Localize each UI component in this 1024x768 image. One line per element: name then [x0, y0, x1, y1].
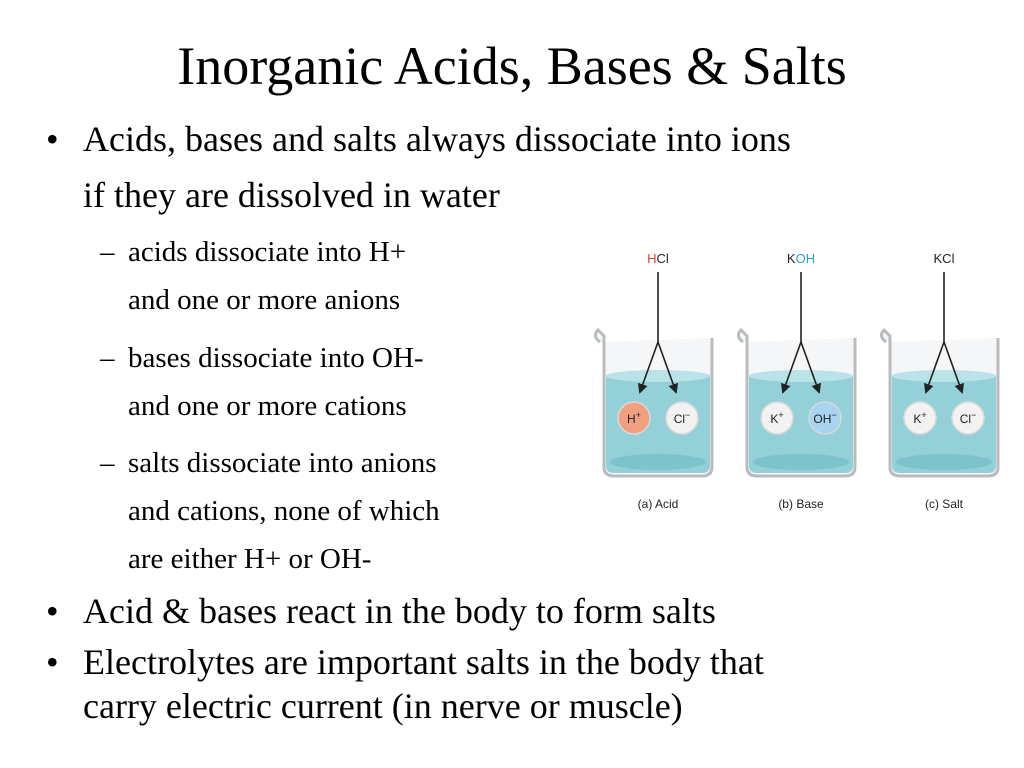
ion-left-label: K+	[913, 410, 927, 426]
sub-bullet-salts-line-1: salts dissociate into anions	[128, 447, 437, 479]
bullet-react-text: Acid & bases react in the body to form salts	[83, 591, 716, 631]
sub-bullet-acids	[100, 228, 406, 324]
slide-title: Inorganic Acids, Bases & Salts	[177, 36, 847, 96]
bullet-ions-line-2: if they are dissolved in water	[83, 175, 500, 215]
dissociation-figure	[588, 242, 1008, 522]
sub-bullet-marker: –	[100, 447, 115, 479]
beaker-group	[738, 251, 855, 511]
ion-right-label: Cl−	[673, 410, 691, 426]
bullet-electrolytes-line-1: Electrolytes are important salts in the body that	[83, 642, 764, 682]
water-surface	[892, 370, 996, 382]
beaker-caption: (a) Acid	[637, 497, 679, 511]
ion-left-label: K+	[770, 410, 784, 426]
sub-bullet-salts-line-3: are either H+ or OH-	[128, 543, 372, 575]
bullet-ions	[46, 114, 791, 220]
water-bottom	[610, 454, 706, 470]
sub-bullet-marker: –	[100, 236, 115, 268]
formula-label: KOH	[786, 251, 816, 266]
bullet-electrolytes-line-2: carry electric current (in nerve or muscle)	[83, 686, 683, 726]
beaker-caption: (c) Salt	[924, 497, 964, 511]
formula-label: KCl	[933, 251, 955, 266]
sub-bullet-salts	[100, 439, 440, 583]
water-surface	[749, 370, 853, 382]
sub-bullet-acids-line-2: and one or more anions	[128, 284, 401, 316]
beaker-group	[881, 251, 998, 511]
sub-bullet-salts-line-2: and cations, none of which	[128, 495, 440, 527]
water-bottom	[896, 454, 992, 470]
sub-bullet-acids-line-1: acids dissociate into H+	[128, 236, 407, 268]
bullet-marker: •	[46, 642, 59, 682]
beaker-caption: (b) Base	[778, 497, 824, 511]
water-bottom	[753, 454, 849, 470]
dissociation-diagram	[588, 242, 1008, 522]
bullet-react	[46, 586, 716, 636]
sub-bullet-bases-line-1: bases dissociate into OH-	[128, 342, 424, 374]
bullet-marker: •	[46, 591, 59, 631]
sub-bullet-bases-line-2: and one or more cations	[128, 390, 407, 422]
ion-left-label: H+	[627, 410, 641, 426]
formula-label: HCl	[647, 251, 669, 266]
bullet-ions-line-1: Acids, bases and salts always dissociate into ions	[83, 119, 791, 159]
ion-right-label: Cl−	[959, 410, 977, 426]
sub-bullet-bases	[100, 334, 424, 430]
sub-bullet-marker: –	[100, 342, 115, 374]
bullet-electrolytes	[46, 640, 764, 728]
beaker-group	[595, 251, 712, 511]
water-surface	[606, 370, 710, 382]
bullet-marker: •	[46, 119, 59, 159]
ion-right-label: OH−	[813, 410, 837, 426]
